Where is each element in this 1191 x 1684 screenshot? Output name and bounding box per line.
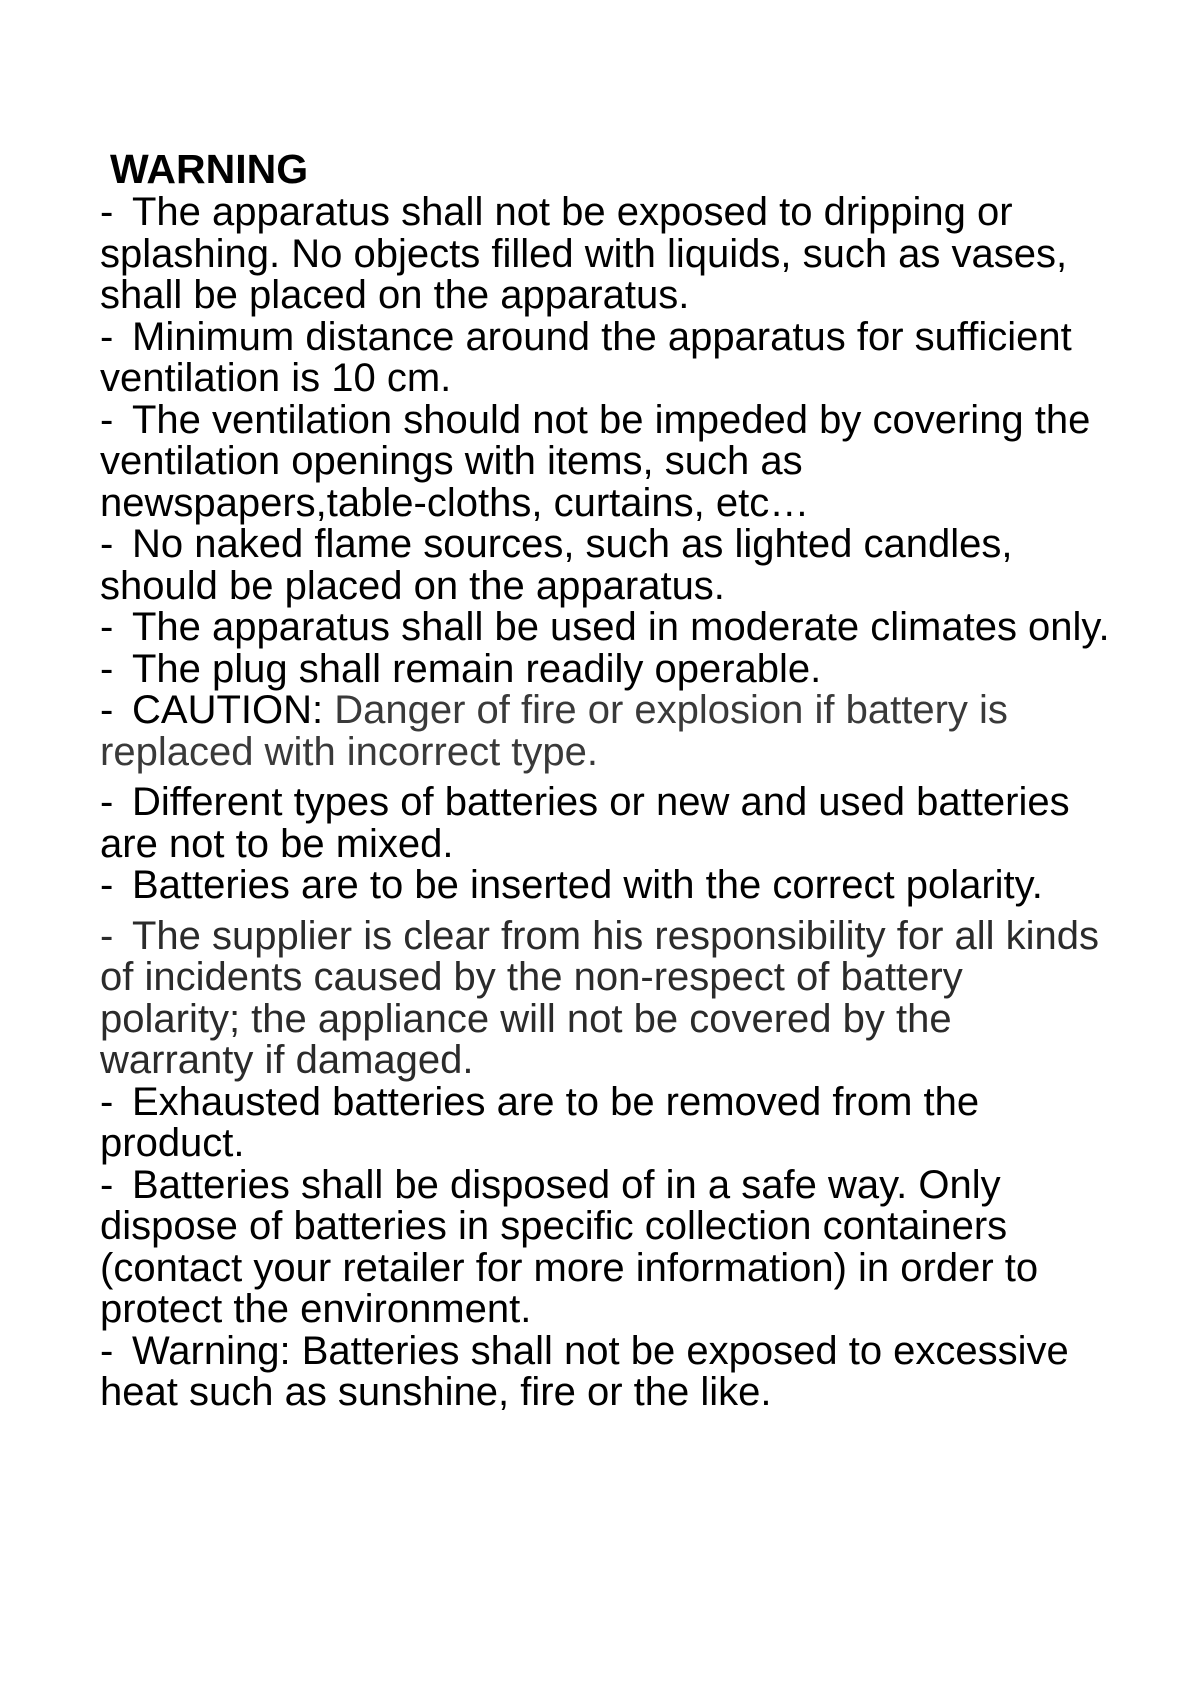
warning-item-text: Batteries shall be disposed of in a safe way. Only dispose of batteries in specific collection containers (contact your retailer for more information) in order to protect the environment. [100,1162,1039,1331]
bullet-dash: - [100,1079,114,1124]
warning-item-text: Exhausted batteries are to be removed from the product. [100,1079,980,1165]
caution-label: CAUTION: [132,688,324,732]
warning-item-ventilation-distance [100,314,1110,400]
warning-section [100,146,1110,1414]
warning-item-battery-mixing [100,782,1110,865]
bullet-dash: - [100,1328,114,1373]
warning-item-plug [100,646,1110,691]
bullet-dash: - [100,780,114,824]
warning-item-text: The plug shall remain readily operable. [132,646,822,691]
warning-item-text: Warning: Batteries shall not be exposed to excessive heat such as sunshine, fire or the like. [100,1328,1069,1414]
bullet-dash: - [100,190,114,234]
bullet-dash: - [100,314,114,359]
warning-item-text: The ventilation should not be impeded by covering the ventilation openings with items, such as newspapers,table-cloths, curtains, etc… [100,397,1091,525]
warning-item-text: The apparatus shall be used in moderate climates only. [132,605,1110,649]
warning-item-text: Batteries are to be inserted with the correct polarity. [132,863,1043,907]
warning-item-supplier-responsibility [100,913,1110,1082]
warning-item-text: Different types of batteries or new and used batteries are not to be mixed. [100,780,1070,866]
warning-item-caution-battery [100,690,1110,773]
warning-item-text: The apparatus shall not be exposed to dripping or splashing. No objects filled with liquids, such as vases, shall be placed on the apparatus. [100,190,1068,317]
bullet-dash: - [100,605,114,649]
warning-item-naked-flame [100,524,1110,607]
warning-item-text: Minimum distance around the apparatus for sufficient ventilation is 10 cm. [100,314,1072,400]
bullet-dash: - [100,522,114,566]
warning-item-battery-disposal [100,1162,1110,1331]
warning-item-exhausted-batteries [100,1079,1110,1165]
warning-item-dripping [100,192,1110,317]
bullet-dash: - [100,397,114,442]
warning-item-climates [100,607,1110,649]
warning-item-text: Danger of fire or explosion if battery is replaced with incorrect type. [100,688,1008,774]
bullet-dash: - [100,688,114,732]
bullet-dash: - [100,913,114,958]
warning-heading: WARNING [110,146,309,192]
warning-item-battery-polarity [100,865,1110,907]
bullet-dash: - [100,863,114,907]
warning-item-ventilation-openings [100,397,1110,525]
bullet-dash: - [100,646,114,691]
warning-item-battery-heat [100,1328,1110,1414]
warning-item-text: No naked flame sources, such as lighted candles, should be placed on the apparatus. [100,522,1013,608]
warning-item-text: The supplier is clear from his responsibility for all kinds of incidents caused by the non-respect of battery polarity; the appliance will not be covered by the warranty if damaged. [100,913,1100,1082]
bullet-dash: - [100,1162,114,1207]
